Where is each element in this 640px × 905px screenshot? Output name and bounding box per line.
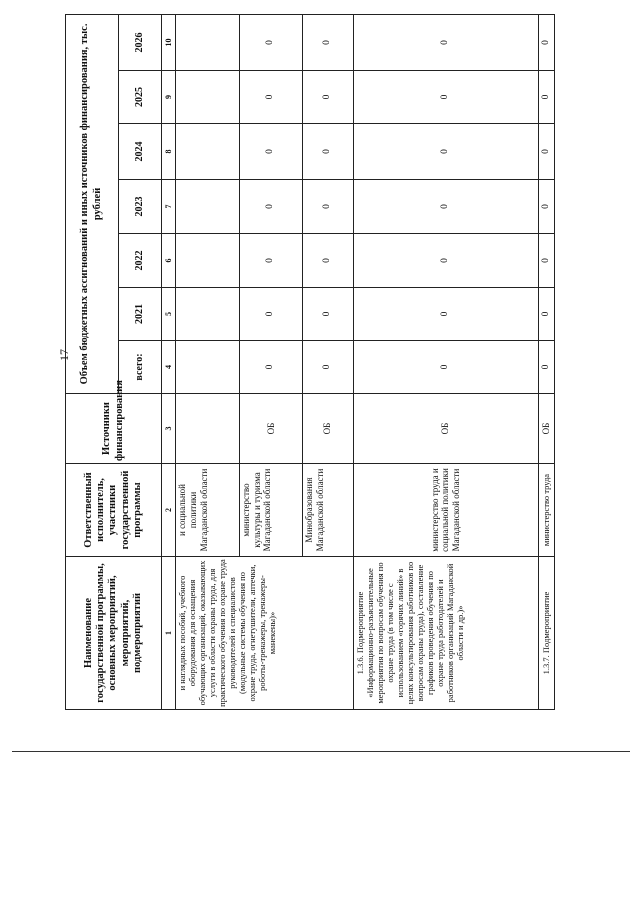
col-number: 8 xyxy=(162,124,176,180)
table-row xyxy=(538,14,554,709)
value-cell: 0 xyxy=(538,71,554,124)
value-cell xyxy=(176,14,240,70)
header-source: Источники финансирования xyxy=(66,394,162,464)
col-number: 9 xyxy=(162,71,176,124)
col-number: 6 xyxy=(162,234,176,288)
header-program-name: Наименование государственной программы, основных мероприятий, мероприятий, подмероприятий xyxy=(66,557,162,710)
value-cell: 0 xyxy=(240,71,303,124)
rotated-document-page xyxy=(57,15,557,710)
value-cell: 0 xyxy=(240,234,303,288)
source-cell: ОБ xyxy=(240,394,303,464)
source-cell: ОБ xyxy=(302,394,353,464)
value-cell: 0 xyxy=(302,288,353,341)
value-cell: 0 xyxy=(240,180,303,234)
header-budget: Объем бюджетных ассигнований и иных источников финансирования, тыс. рублей xyxy=(66,14,119,393)
value-cell: 0 xyxy=(302,71,353,124)
value-cell xyxy=(176,71,240,124)
header-year-2025: 2025 xyxy=(118,71,162,124)
executor-cell: Минобразования Магаданской области xyxy=(302,464,353,557)
value-cell: 0 xyxy=(302,14,353,70)
executor-cell: и социальной политики Магаданской области xyxy=(176,464,240,557)
column-number-row xyxy=(162,14,176,709)
value-cell xyxy=(176,288,240,341)
value-cell: 0 xyxy=(538,341,554,394)
value-cell xyxy=(176,180,240,234)
value-cell: 0 xyxy=(538,14,554,70)
value-cell: 0 xyxy=(302,341,353,394)
col-number: 2 xyxy=(162,464,176,557)
value-cell: 0 xyxy=(538,288,554,341)
source-cell: ОБ xyxy=(538,394,554,464)
value-cell xyxy=(176,341,240,394)
value-cell: 0 xyxy=(538,234,554,288)
value-cell: 0 xyxy=(302,234,353,288)
col-number: 10 xyxy=(162,14,176,70)
value-cell: 0 xyxy=(538,180,554,234)
value-cell: 0 xyxy=(538,124,554,180)
value-cell: 0 xyxy=(240,288,303,341)
header-total: всего: xyxy=(118,341,162,394)
value-cell: 0 xyxy=(240,14,303,70)
measure-name: 1.3.7. Подмероприятие xyxy=(538,557,554,710)
header-year-2023: 2023 xyxy=(118,180,162,234)
page-divider-line xyxy=(12,751,630,752)
value-cell xyxy=(176,234,240,288)
header-row-1 xyxy=(66,14,119,709)
value-cell: 0 xyxy=(302,180,353,234)
value-cell: 0 xyxy=(353,14,538,70)
value-cell: 0 xyxy=(240,124,303,180)
value-cell: 0 xyxy=(353,180,538,234)
value-cell: 0 xyxy=(353,234,538,288)
header-year-2024: 2024 xyxy=(118,124,162,180)
header-year-2021: 2021 xyxy=(118,288,162,341)
measure-name: и наглядных пособий, учебного оборудования для оснащения обучающих организаций, оказывающих услуги в области охраны труда, для практического обучения по охране труда руководителей и специалистов (модульные системы обучения по охране труда, огнетушители, аптечки, роботы-тренажеры, тренажеры-манекены)» xyxy=(176,557,353,710)
value-cell: 0 xyxy=(353,341,538,394)
value-cell: 0 xyxy=(302,124,353,180)
table-row xyxy=(176,14,240,709)
header-executor: Ответственный исполнитель, участники государственной программы xyxy=(66,464,162,557)
source-cell xyxy=(176,394,240,464)
col-number: 5 xyxy=(162,288,176,341)
value-cell xyxy=(176,124,240,180)
value-cell: 0 xyxy=(353,124,538,180)
col-number: 1 xyxy=(162,557,176,710)
table-row xyxy=(353,14,538,709)
source-cell: ОБ xyxy=(353,394,538,464)
header-year-2022: 2022 xyxy=(118,234,162,288)
executor-cell: министерство культуры и туризма Магаданской области xyxy=(240,464,303,557)
header-year-2026: 2026 xyxy=(118,14,162,70)
measure-name: 1.3.6. Подмероприятие «Информационно-разъяснительные мероприятия по вопросам обучения по охране труда (в том числе с использованием «горячих линий» в целях консультирования работников по вопросам охраны труда), составление графиков проведения обучения по охране труда работодателей и работников организаций Магаданской области и др.)» xyxy=(353,557,538,710)
value-cell: 0 xyxy=(353,71,538,124)
page-number: 17 xyxy=(57,349,71,361)
executor-cell: министерство труда xyxy=(538,464,554,557)
value-cell: 0 xyxy=(240,341,303,394)
col-number: 3 xyxy=(162,394,176,464)
col-number: 4 xyxy=(162,341,176,394)
program-table xyxy=(65,14,555,710)
value-cell: 0 xyxy=(353,288,538,341)
col-number: 7 xyxy=(162,180,176,234)
executor-cell: министерство труда и социальной политики Магаданской области xyxy=(353,464,538,557)
